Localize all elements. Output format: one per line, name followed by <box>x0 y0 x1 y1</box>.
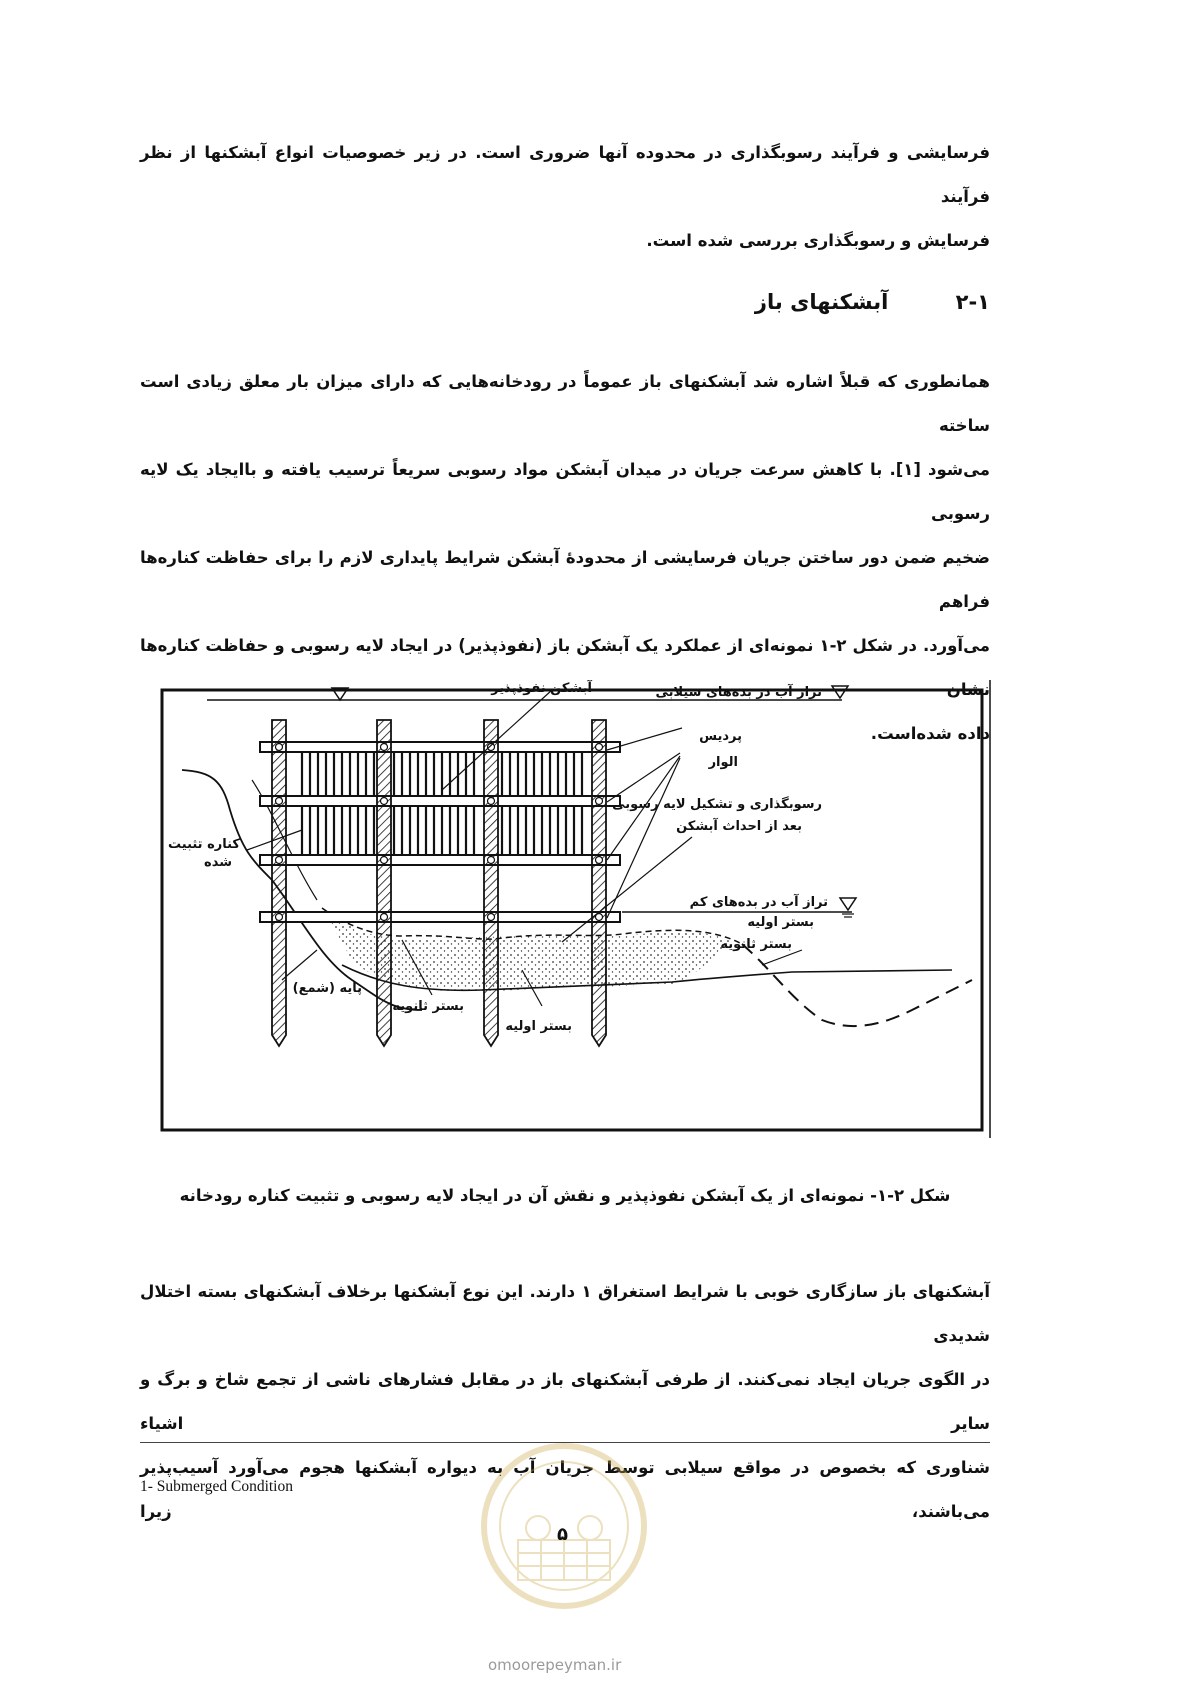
intro-paragraph <box>140 131 990 263</box>
text-line: می‌آورد. در شکل ۲-۱ نمونه‌ای از عملکرد یک آبشکن باز (نفوذپذیر) در ایجاد لایه رسوبی و حفاظت کناره‌ها نشان <box>140 636 991 699</box>
label-secondary-bed: بستر ثانویه <box>392 999 464 1014</box>
figure-caption: شکل ۲-۱- نمونه‌ای از یک آبشکن نفوذپذیر و نقش آن در ایجاد لایه رسوبی و تثبیت کناره رودخانه <box>179 1186 951 1205</box>
text-line: فرسایشی و فرآیند رسوبگذاری در محدوده آنها ضروری است. در زیر خصوصیات انواع آبشکنها از نظر فرآیند <box>140 143 990 206</box>
label-low-level: تراز آب در بده‌های کم <box>689 895 828 910</box>
label-permeable-groyne: آبشکن نفوذپذیر <box>491 681 592 696</box>
label-sediment: رسوبگذاری و تشکیل لایه رسوبی <box>612 797 822 812</box>
label-pile: پایه (شمع) <box>292 981 362 996</box>
text-line: ضخیم ضمن دور ساختن جریان فرسایشی از محدودهٔ آبشکن شرایط پایداری لازم را برای حفاظت کناره‌ها فراهم <box>140 548 990 611</box>
label-initial-bed: بستر اولیه <box>505 1019 572 1034</box>
secondary-bed-line <box>742 944 972 1026</box>
label-screen: پردیس <box>699 729 742 744</box>
groyne-diagram <box>152 680 992 1140</box>
label-sediment: بعد از احداث آبشکن <box>676 819 802 834</box>
label-flood-level: تراز آب در بده‌های سیلابی <box>655 685 822 700</box>
label-secondary-bed: بستر ثانویه <box>720 937 792 952</box>
water-level-icon <box>832 686 848 698</box>
text-line: می‌شود [۱]. با کاهش سرعت جریان در میدان آبشکن مواد رسوبی سریعاً ترسیب یافته و باایجاد یک لایه رسوبی <box>140 460 990 523</box>
label-bank: کناره تثبیت <box>168 837 240 852</box>
label-bank: شده <box>204 855 232 870</box>
watermark-site: omoorepeyman.ir <box>488 1656 622 1674</box>
text-line: آبشکنهای باز سازگاری خوبی با شرایط استغراق ۱ دارند. این نوع آبشکنها برخلاف آبشکنهای بسته اختلال شدیدی <box>140 1282 990 1345</box>
text-line: در الگوی جریان ایجاد نمی‌کنند. از طرفی آبشکنهای باز در مقابل فشارهای ناشی از تجمع شاخ و برگ و سایر اشیاء <box>140 1370 990 1433</box>
text-line: داده شده‌است. <box>870 724 990 743</box>
text-line: شناوری که بخصوص در مواقع سیلابی توسط جریان آب به دیواره آبشکنها هجوم می‌آورد آسیب‌پذیر می‌باشند، زیرا <box>140 1458 990 1521</box>
page-number: ۵ <box>557 1524 568 1545</box>
water-level-icon <box>840 898 856 910</box>
label-wale: الوار <box>708 755 738 770</box>
section-number: ۲-۱ <box>955 290 990 314</box>
label-initial-bed: بستر اولیه <box>747 915 814 930</box>
section-heading <box>755 290 990 314</box>
text-line: فرسایش و رسوبگذاری بررسی شده است. <box>646 231 990 250</box>
footnote: 1- Submerged Condition <box>140 1478 293 1495</box>
text-line: همانطوری که قبلاً اشاره شد آبشکنهای باز عموماً در رودخانه‌هایی که دارای میزان بار معلق زیادی است ساخته <box>140 372 990 435</box>
piles <box>272 720 606 1046</box>
section-title: آبشکنهای باز <box>754 290 889 314</box>
